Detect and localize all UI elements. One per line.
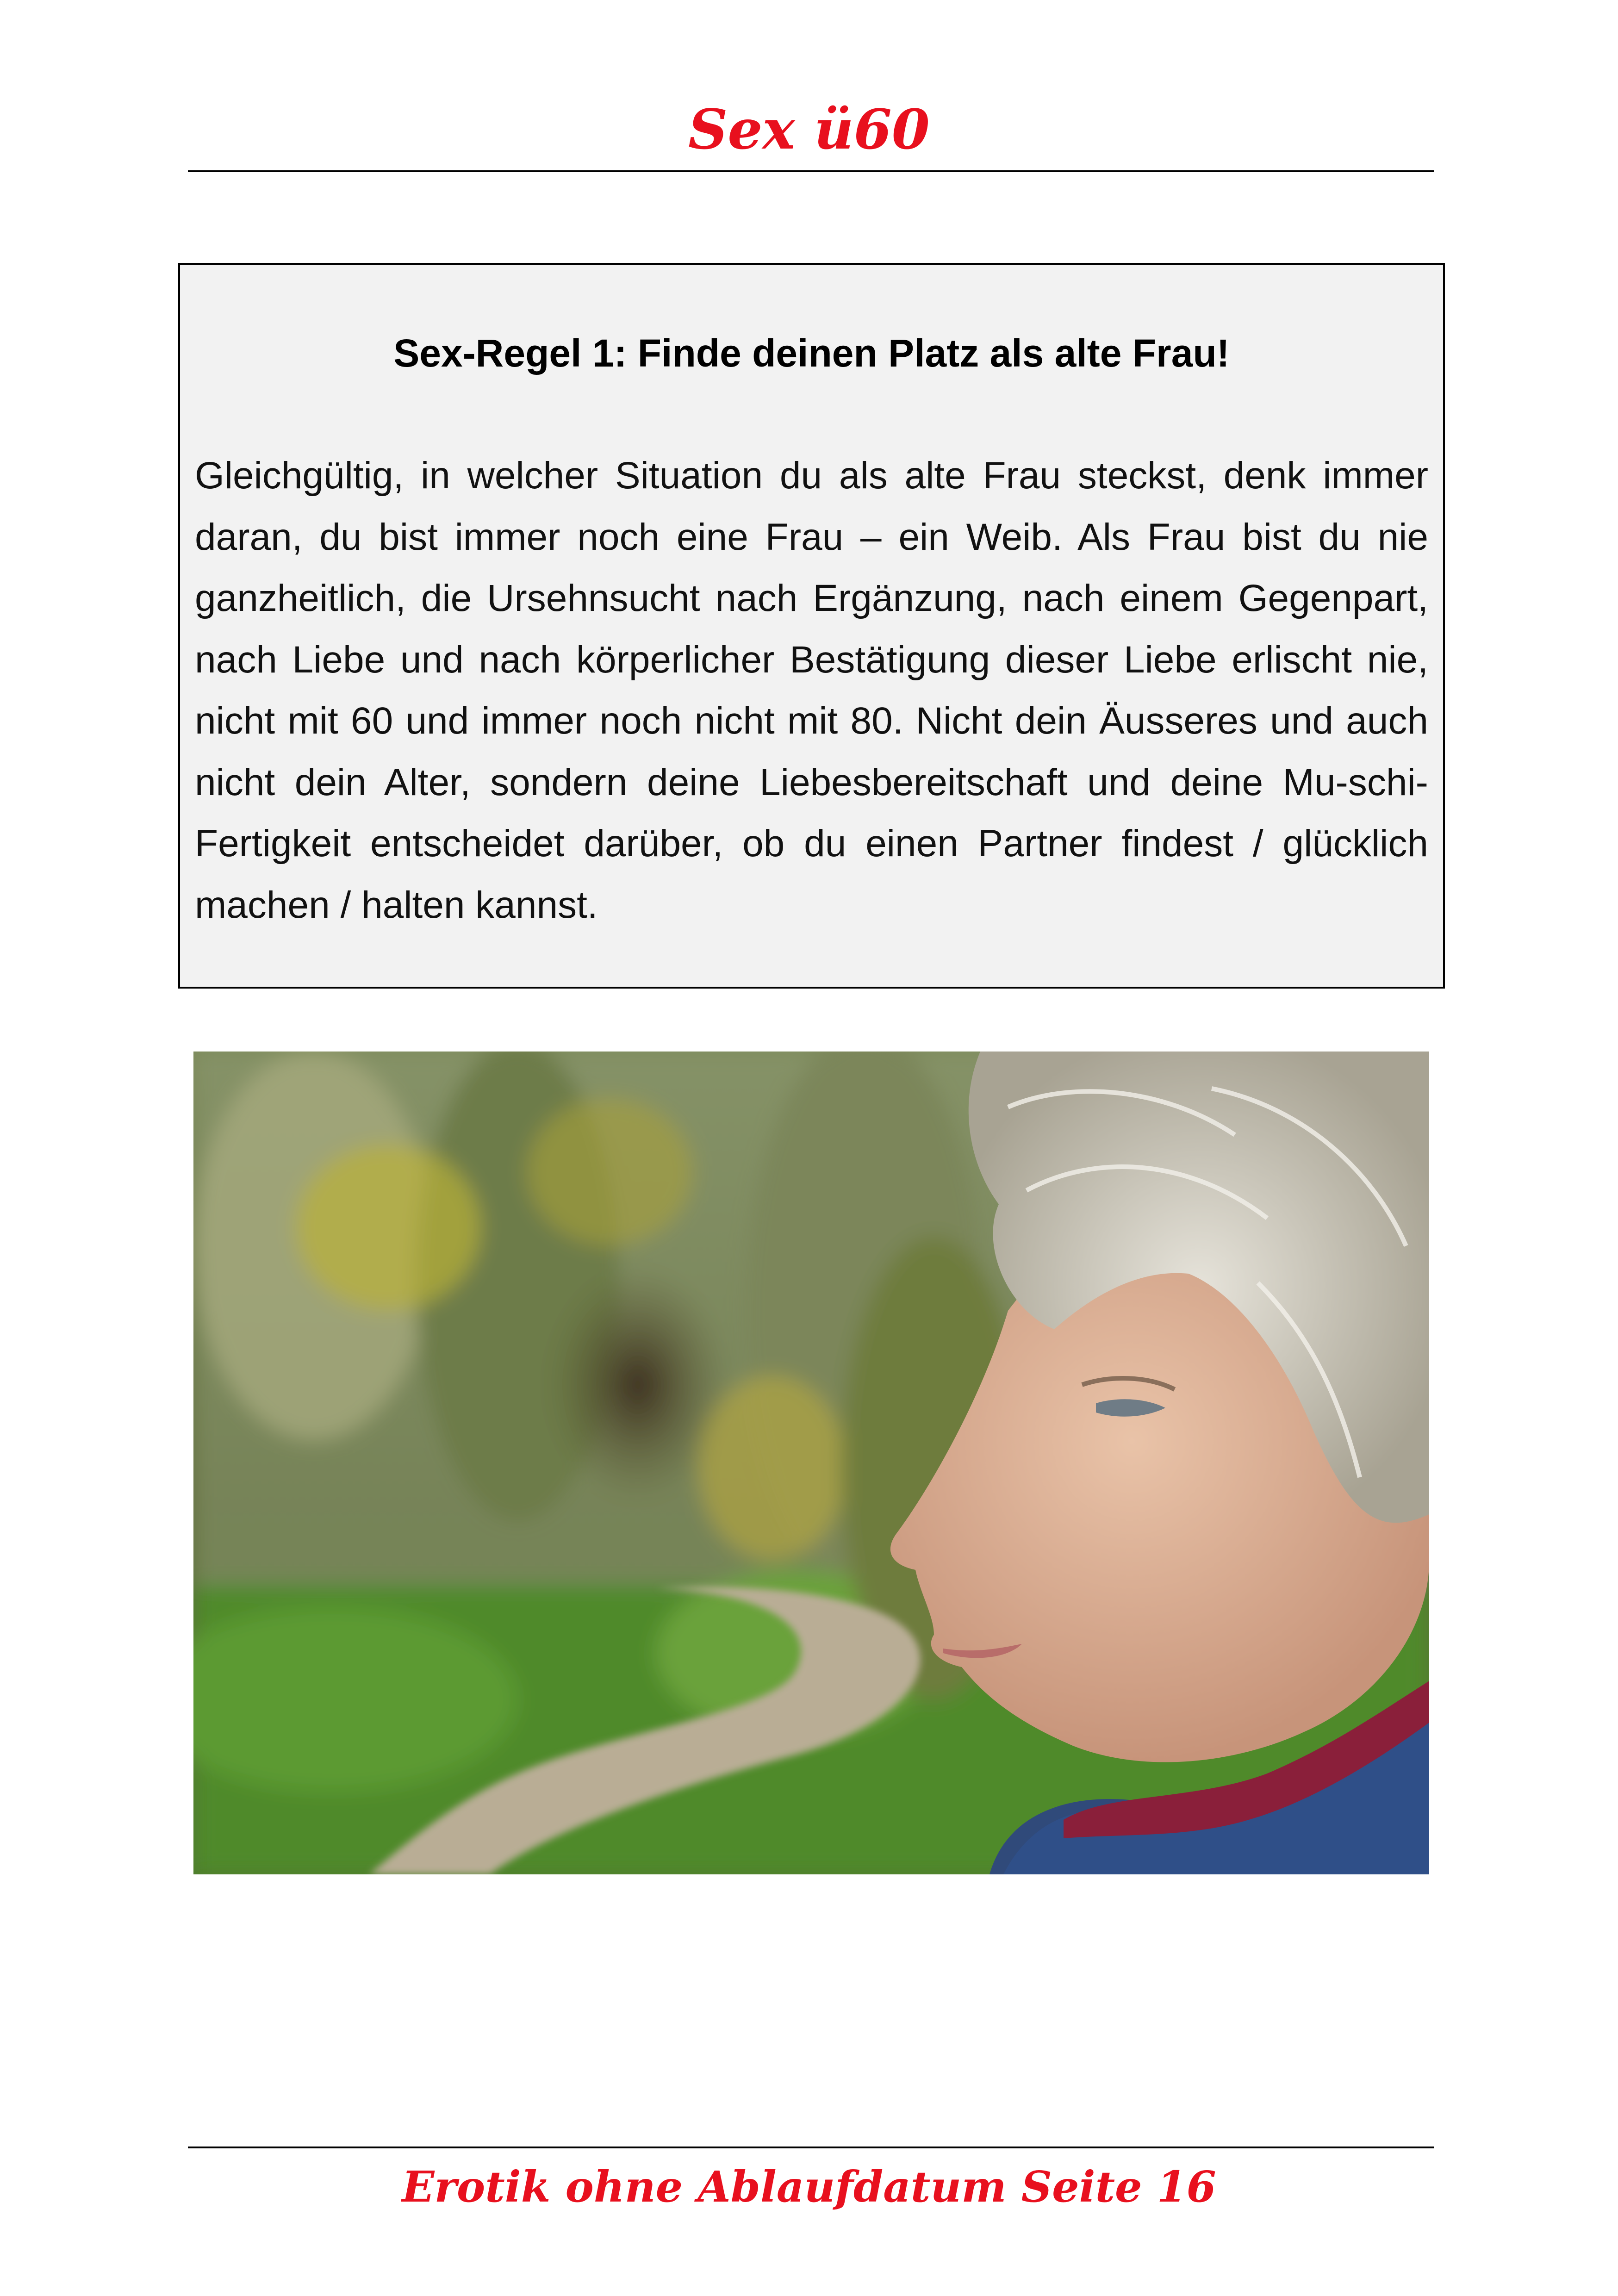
footer-divider [188,2147,1434,2148]
elderly-woman-photo [193,1052,1429,1874]
rule-heading: Sex-Regel 1: Finde deinen Platz als alte Frau! [393,331,1230,375]
rule-box [178,263,1445,989]
page-header-title: Sex ü60 [688,97,930,162]
header-divider [188,170,1434,172]
rule-body-text: Gleichgültig, in welcher Situation du als alte Frau steckst, denk immer daran, du bist immer noch eine Frau – ein Weib. Als Frau bist du nie ganzheitlich, die Ursehnsucht nach Ergänzung, nach einem Gegenpart, nach Liebe und nach körperlicher Bestätigung dieser Liebe erlischt nie, nicht mit 60 und immer noch nicht mit 80. Nicht dein Äusseres und auch nicht dein Alter, sondern deine Liebesbereitschaft und deine Mu-schi-Fertigkeit entscheidet darüber, ob du einen Partner findest / glücklich machen / halten kannst. [195,454,1428,926]
page-footer: Erotik ohne Ablaufdatum Seite 16 [402,2162,1216,2212]
